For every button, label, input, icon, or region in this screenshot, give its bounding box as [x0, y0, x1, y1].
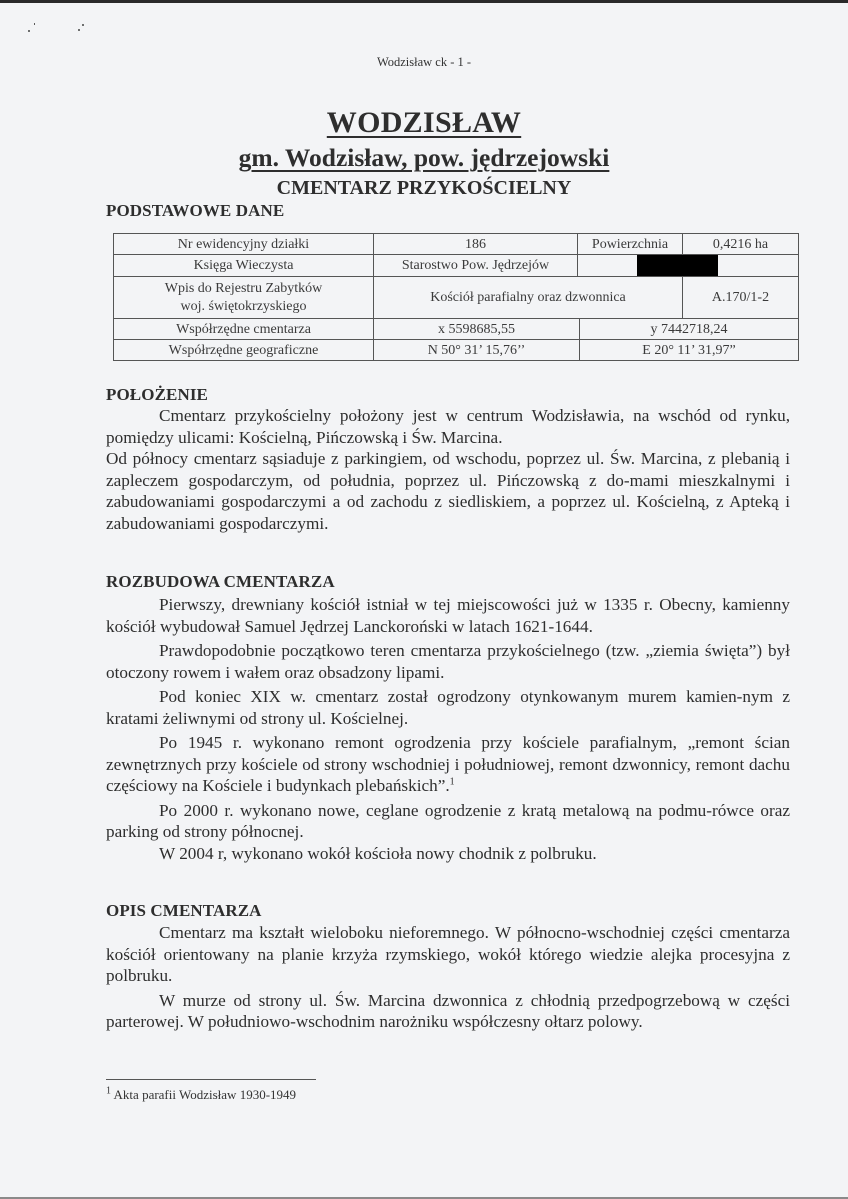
cemetery-coords-label: Współrzędne cmentarza [114, 319, 374, 340]
location-text [106, 405, 790, 534]
expansion-paragraph-3: Pod koniec XIX w. cmentarz został ogrodzony otynkowanym murem kamien-nym z kratami żeliwnymi od strony ul. Kościelnej. [106, 687, 790, 728]
scan-speck [78, 29, 80, 31]
land-register-value: Starostwo Pow. Jędrzejów [374, 255, 578, 277]
table-row [114, 319, 799, 340]
table-row [114, 234, 799, 255]
heading-basic-data: PODSTAWOWE DANE [106, 201, 285, 220]
heading-expansion: ROZBUDOWA CMENTARZA [106, 572, 335, 591]
land-register-number-cell [578, 255, 799, 277]
heritage-number: A.170/1-2 [683, 277, 799, 319]
heritage-label [114, 277, 374, 319]
footnote-divider [106, 1079, 316, 1080]
description-text [106, 922, 790, 1033]
location-paragraph-1: Cmentarz przykościelny położony jest w centrum Wodzisławia, na wschód od rynku, pomiędzy ulicami: Kościelną, Pińczowską i Św. Marcina. [106, 406, 790, 447]
cemetery-y: y 7442718,24 [580, 319, 799, 340]
table-row [114, 277, 799, 319]
basic-data-table [113, 233, 799, 361]
parcel-label: Nr ewidencyjny działki [114, 234, 374, 255]
footnote-number: 1 [106, 1085, 111, 1097]
heritage-label-line1: Wpis do Rejestru Zabytków [164, 280, 323, 296]
description-paragraph-1: Cmentarz ma kształt wieloboku nieforemnego. W północno-wschodniej części cmentarza kościół orientowany na planie krzyża rzymskiego, wokół którego wiedzie alejka procesyjna z polbruku. [106, 923, 790, 985]
heading-location: POŁOŻENIE [106, 385, 208, 404]
page-header: Wodzisław ck - 1 - [376, 55, 472, 69]
geo-n: N 50° 31’ 15,76’’ [374, 340, 580, 361]
redaction-box [637, 255, 718, 276]
footnote-ref[interactable]: 1 [449, 776, 455, 788]
scan-speck [82, 24, 84, 26]
description-paragraph-2: W murze od strony ul. Św. Marcina dzwonnica z chłodnią przedpogrzebową w części parterowej. W południowo-wschodnim narożniku współczesny ołtarz polowy. [106, 990, 790, 1031]
expansion-paragraph-6: W 2004 r, wykonano wokół kościoła nowy chodnik z polbruku. [159, 843, 597, 863]
heritage-label-line2: woj. świętokrzyskiego [180, 298, 307, 314]
scan-speck [34, 23, 35, 25]
expansion-paragraph-1: Pierwszy, drewniany kościół istniał w tej miejscowości już w 1335 r. Obecny, kamienny kościół wybudował Samuel Jędrzej Lanckoroński w latach 1621-1644. [106, 595, 790, 636]
expansion-text [106, 594, 790, 864]
area-label: Powierzchnia [578, 234, 683, 255]
expansion-paragraph-2: Prawdopodobnie początkowo teren cmentarza przykościelnego (tzw. „ziemia święta”) był otoczony rowem i wałem oraz obsadzony lipami. [106, 641, 790, 682]
scan-speck [28, 30, 30, 32]
area-value: 0,4216 ha [683, 234, 799, 255]
cemetery-x: x 5598685,55 [374, 319, 580, 340]
heritage-value: Kościół parafialny oraz dzwonnica [374, 277, 683, 319]
geo-e: E 20° 11’ 31,97” [580, 340, 799, 361]
heading-description: OPIS CMENTARZA [106, 901, 262, 920]
expansion-paragraph-4-text: Po 1945 r. wykonano remont ogrodzenia przy kościele parafialnym, „remont ścian zewnętrznych przy kościele od strony wschodniej i południowej, remont dzwonnicy, remont dachu częściowy na Kościele i budynkach plebańskich”. [106, 733, 790, 795]
expansion-paragraph-5: Po 2000 r. wykonano nowe, ceglane ogrodzenie z kratą metalową na podmu-rówce oraz parking od strony północnej. [106, 800, 790, 841]
land-register-label: Księga Wieczysta [114, 255, 374, 277]
footnote [106, 1087, 296, 1103]
footnote-text: Akta parafii Wodzisław 1930-1949 [113, 1087, 297, 1102]
table-row [114, 340, 799, 361]
expansion-paragraph-4 [106, 732, 790, 797]
title-object: CMENTARZ PRZYKOŚCIELNY [276, 177, 572, 199]
location-paragraph-2: Od północy cmentarz sąsiaduje z parkingiem, od wschodu, poprzez ul. Św. Marcina, z plebanią i zapleczem gospodarczym, od południa, poprzez ul. Pińczowską z do-mami mieszkalnymi i zabudowaniami gospodarczymi a od zachodu z siedliskiem, a poprzez ul. Kościelną, z Apteką i zabudowaniami gospodarczymi. [106, 449, 790, 533]
parcel-value: 186 [374, 234, 578, 255]
title-district: gm. Wodzisław, pow. jędrzejowski [238, 143, 610, 172]
table-row [114, 255, 799, 277]
geo-coords-label: Współrzędne geograficzne [114, 340, 374, 361]
title-town: WODZISŁAW [326, 106, 522, 139]
